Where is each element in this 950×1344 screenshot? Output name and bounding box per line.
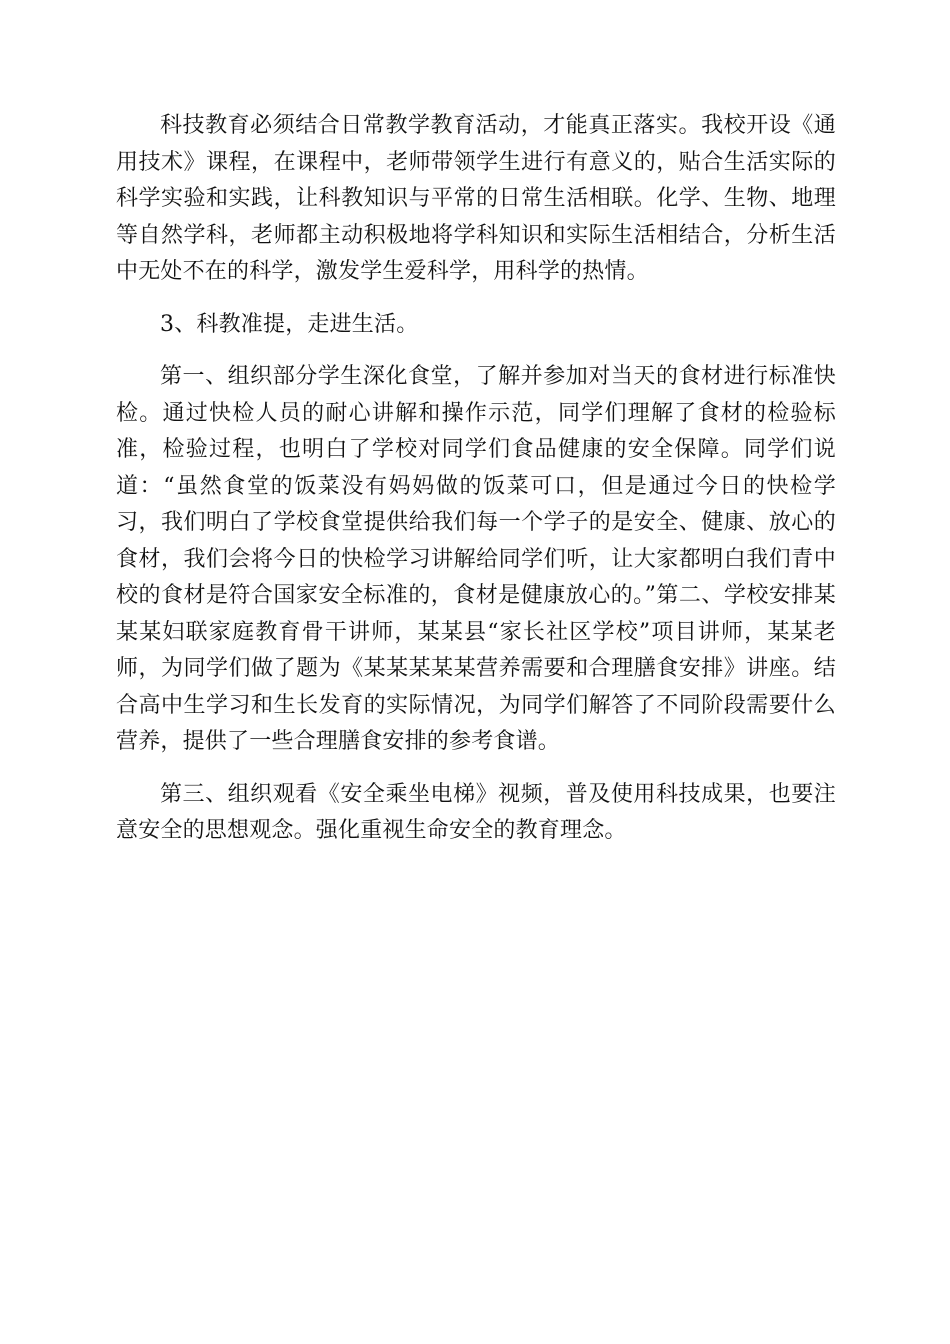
paragraph-elevator-safety: 第三、组织观看《安全乘坐电梯》视频，普及使用科技成果，也要注意安全的思想观念。强化重视生命安全的教育理念。 [116, 781, 836, 843]
document-body [116, 108, 836, 866]
paragraph-science-education: 科技教育必须结合日常教学教育活动，才能真正落实。我校开设《通用技术》课程，在课程中，老师带领学生进行有意义的，贴合生活实际的科学实验和实践，让科教知识与平常的日常生活相联。化学、生物、地理等自然学科，老师都主动积极地将学科知识和实际生活相结合，分析生活中无处不在的科学，激发学生爱科学，用科学的热情。 [116, 113, 836, 284]
paragraph-section-heading: 3、科教准提，走进生活。 [160, 311, 419, 337]
paragraph-canteen-inspection: 第一、组织部分学生深化食堂，了解并参加对当天的食材进行标准快检。通过快检人员的耐心讲解和操作示范，同学们理解了食材的检验标准，检验过程，也明白了学校对同学们食品健康的安全保障。同学们说道：“虽然食堂的饭菜没有妈妈做的饭菜可口，但是通过今日的快检学习，我们明白了学校食堂提供给我们每一个学子的是安全、健康、放心的食材，我们会将今日的快检学习讲解给同学们听，让大家都明白我们青中校的食材是符合国家安全标准的，食材是健康放心的。”第二、学校安排某某某妇联家庭教育骨干讲师，某某县“家长社区学校”项目讲师，某某老师，为同学们做了题为《某某某某某营养需要和合理膳食安排》讲座。结合高中生学习和生长发育的实际情况，为同学们解答了不同阶段需要什么营养，提供了一些合理膳食安排的参考食谱。 [116, 364, 836, 754]
